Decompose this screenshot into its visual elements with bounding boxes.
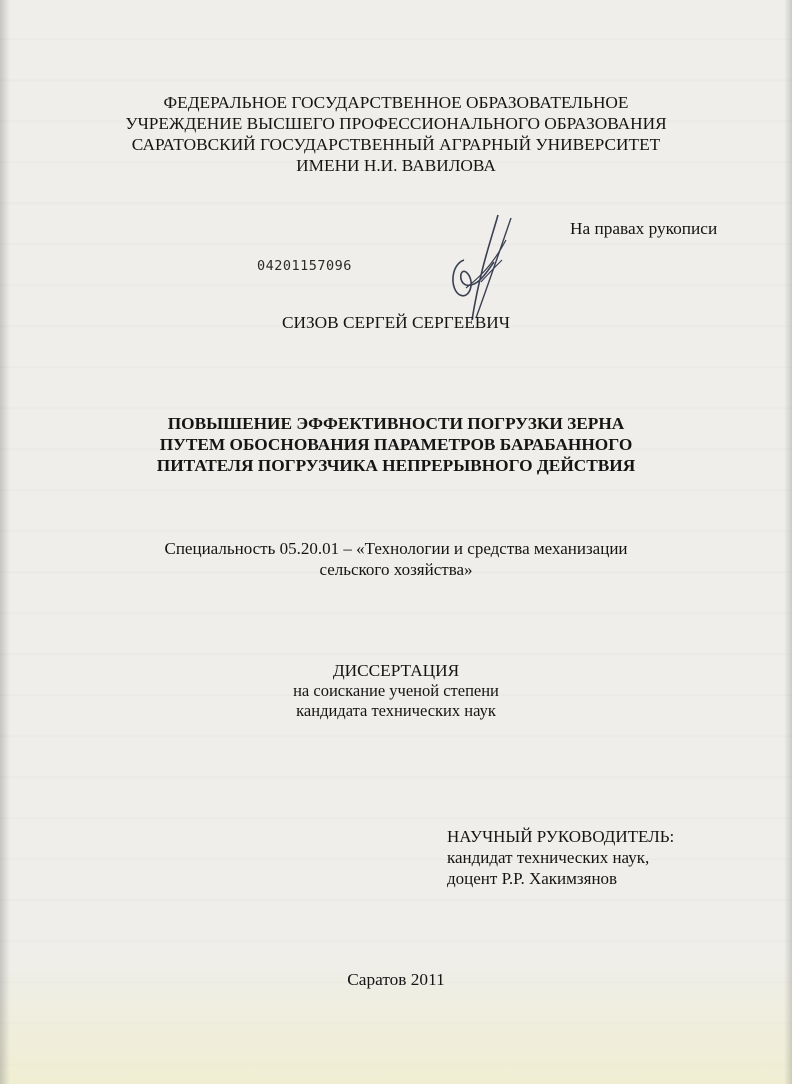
institution-line: САРАТОВСКИЙ ГОСУДАРСТВЕННЫЙ АГРАРНЫЙ УНИВЕРСИТЕТ bbox=[131, 135, 661, 154]
degree-line: на соискание ученой степени bbox=[293, 681, 499, 700]
dissertation-degree bbox=[0, 681, 792, 721]
document-code: 04201157096 bbox=[257, 258, 352, 274]
institution-line: ИМЕНИ Н.И. ВАВИЛОВА bbox=[296, 156, 496, 175]
signature-icon bbox=[436, 210, 526, 325]
author-name: СИЗОВ СЕРГЕЙ СЕРГЕЕВИЧ bbox=[281, 313, 511, 332]
title-line: ПИТАТЕЛЯ ПОГРУЗЧИКА НЕПРЕРЫВНОГО ДЕЙСТВИЯ bbox=[156, 456, 636, 475]
rights-note: На правах рукописи bbox=[570, 219, 718, 238]
supervisor-line: кандидат технических наук, bbox=[447, 848, 650, 867]
institution-line: ФЕДЕРАЛЬНОЕ ГОСУДАРСТВЕННОЕ ОБРАЗОВАТЕЛЬНОЕ bbox=[163, 93, 629, 112]
supervisor-block bbox=[447, 826, 674, 889]
city-year: Саратов 2011 bbox=[347, 970, 445, 989]
institution-header bbox=[0, 92, 792, 176]
thesis-title bbox=[0, 413, 792, 476]
degree-line: кандидата технических наук bbox=[296, 701, 496, 720]
specialty-line: Специальность 05.20.01 – «Технологии и средства механизации bbox=[164, 539, 628, 558]
specialty-line: сельского хозяйства» bbox=[319, 560, 473, 579]
title-line: ПУТЕМ ОБОСНОВАНИЯ ПАРАМЕТРОВ БАРАБАННОГО bbox=[159, 435, 633, 454]
specialty bbox=[0, 538, 792, 580]
supervisor-line: доцент Р.Р. Хакимзянов bbox=[447, 869, 618, 888]
dissertation-heading: ДИССЕРТАЦИЯ bbox=[332, 661, 460, 680]
supervisor-heading: НАУЧНЫЙ РУКОВОДИТЕЛЬ: bbox=[447, 827, 675, 846]
institution-line: УЧРЕЖДЕНИЕ ВЫСШЕГО ПРОФЕССИОНАЛЬНОГО ОБРАЗОВАНИЯ bbox=[125, 114, 667, 133]
title-line: ПОВЫШЕНИЕ ЭФФЕКТИВНОСТИ ПОГРУЗКИ ЗЕРНА bbox=[167, 414, 625, 433]
